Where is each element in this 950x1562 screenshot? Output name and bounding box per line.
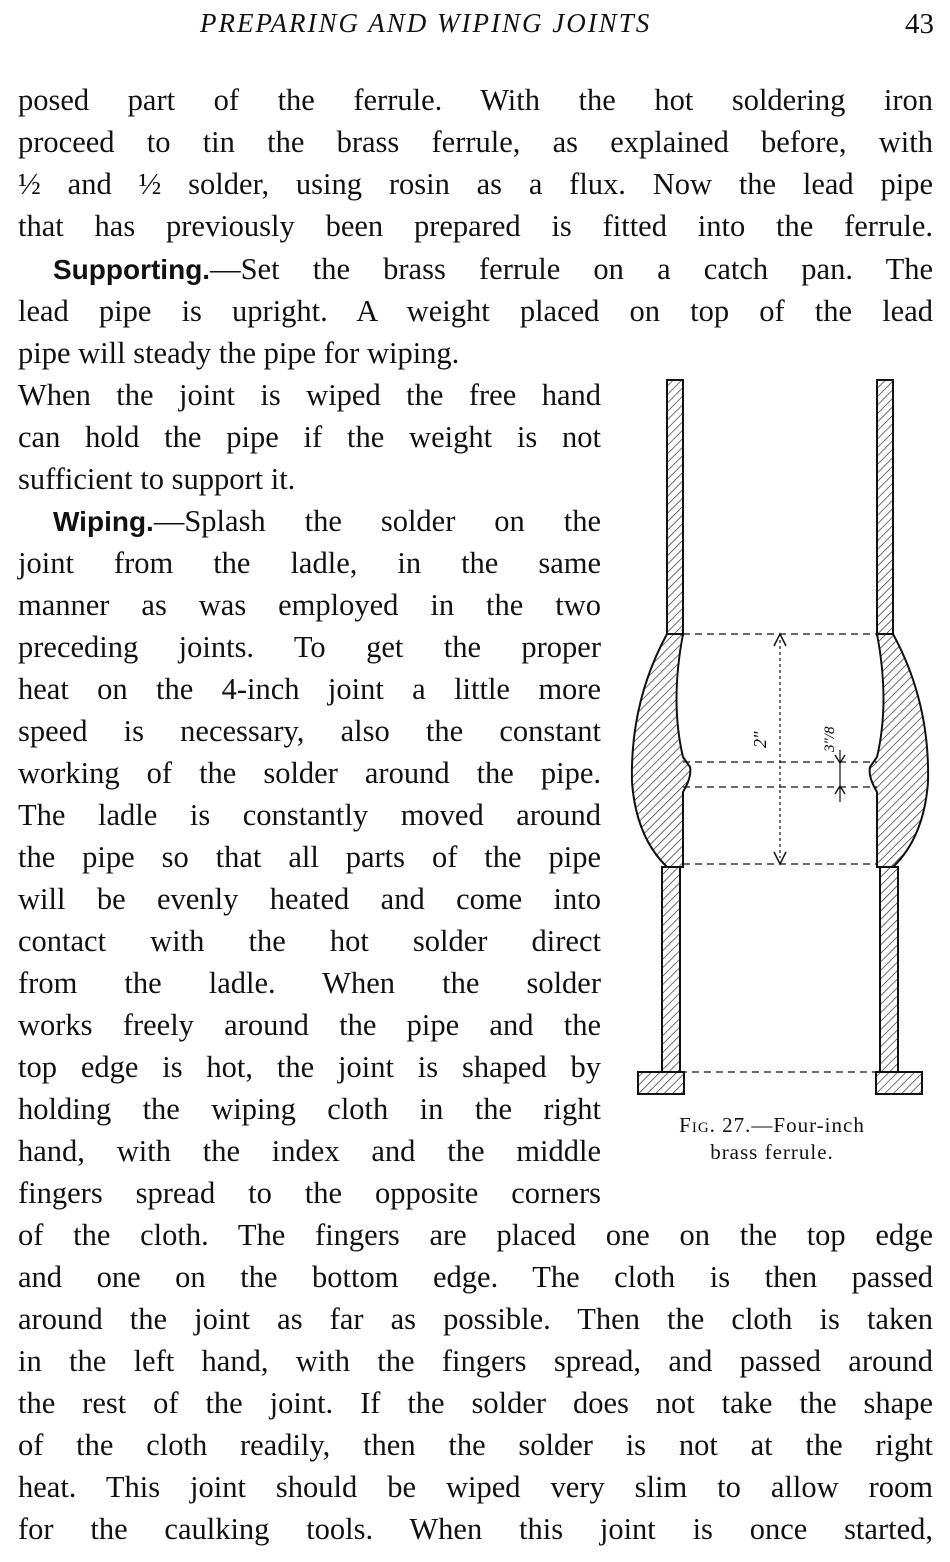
left-ferrule-flange bbox=[638, 1072, 684, 1094]
body-line-2: proceed to tin the brass ferrule, as explained before, with bbox=[18, 125, 933, 159]
figure-caption-label: Fig. 27. bbox=[679, 1113, 752, 1137]
dimension-label-3-8: 3"/8 bbox=[822, 726, 838, 752]
wiping-line: contact with the hot solder direct bbox=[18, 924, 601, 958]
wiping-full-line: heat. This joint should be wiped very slim to allow room bbox=[18, 1470, 933, 1504]
dimension-label-2in: 2" bbox=[750, 731, 770, 748]
wiping-line: speed is necessary, also the constant bbox=[18, 714, 601, 748]
wiping-line: joint from the ladle, in the same bbox=[18, 546, 601, 580]
wiping-line: heat on the 4-inch joint a little more bbox=[18, 672, 601, 706]
wiping-line: top edge is hot, the joint is shaped by bbox=[18, 1050, 601, 1084]
wiping-line: preceding joints. To get the proper bbox=[18, 630, 601, 664]
wiping-line: holding the wiping cloth in the right bbox=[18, 1092, 601, 1126]
left-ferrule-wall bbox=[662, 867, 680, 1072]
wiping-full-line: and one on the bottom edge. The cloth is then passed bbox=[18, 1260, 933, 1294]
wiping-line: The ladle is constantly moved around bbox=[18, 798, 601, 832]
supporting-line-4: When the joint is wiped the free hand bbox=[18, 378, 601, 412]
wiping-line: from the ladle. When the solder bbox=[18, 966, 601, 1000]
left-solder-joint bbox=[632, 634, 690, 867]
figure-caption-text: —Four-inch bbox=[751, 1113, 865, 1137]
body-line-3: ½ and ½ solder, using rosin as a flux. Now the lead pipe bbox=[18, 167, 933, 201]
right-lead-pipe-wall bbox=[877, 380, 893, 635]
supporting-line1-text: —Set the brass ferrule on a catch pan. The bbox=[210, 252, 933, 286]
wiping-line: manner as was employed in the two bbox=[18, 588, 601, 622]
wiping-line: fingers spread to the opposite corners bbox=[18, 1176, 601, 1210]
wiping-first-line bbox=[18, 501, 601, 542]
supporting-line-3: pipe will steady the pipe for wiping. bbox=[18, 336, 460, 370]
wiping-line: works freely around the pipe and the bbox=[18, 1008, 601, 1042]
right-ferrule-wall bbox=[880, 867, 898, 1072]
right-solder-joint bbox=[870, 634, 928, 867]
ferrule-cross-section-figure bbox=[630, 372, 930, 1102]
supporting-line-5: can hold the pipe if the weight is not bbox=[18, 420, 601, 454]
body-line-4: that has previously been prepared is fitted into the ferrule. bbox=[18, 209, 933, 243]
figure-caption bbox=[622, 1112, 922, 1166]
right-ferrule-flange bbox=[876, 1072, 922, 1094]
figure-caption-line2: brass ferrule. bbox=[710, 1140, 834, 1164]
supporting-line-2: lead pipe is upright. A weight placed on top of the lead bbox=[18, 294, 933, 328]
wiping-full-line: of the cloth. The fingers are placed one on the top edge bbox=[18, 1218, 933, 1252]
wiping-line1-text: —Splash the solder on the bbox=[153, 504, 601, 538]
supporting-heading: Supporting. bbox=[53, 254, 211, 285]
body-line-1: posed part of the ferrule. With the hot soldering iron bbox=[18, 83, 933, 117]
wiping-full-line: around the joint as far as possible. Then the cloth is taken bbox=[18, 1302, 933, 1336]
wiping-full-line: in the left hand, with the fingers spread, and passed around bbox=[18, 1344, 933, 1378]
wiping-full-line: the rest of the joint. If the solder does not take the shape bbox=[18, 1386, 933, 1420]
page-number: 43 bbox=[905, 8, 934, 40]
wiping-line: working of the solder around the pipe. bbox=[18, 756, 601, 790]
left-lead-pipe-wall bbox=[667, 380, 683, 635]
wiping-line: the pipe so that all parts of the pipe bbox=[18, 840, 601, 874]
wiping-heading: Wiping. bbox=[53, 506, 154, 537]
running-title: PREPARING AND WIPING JOINTS bbox=[200, 8, 652, 38]
supporting-line-6: sufficient to support it. bbox=[18, 462, 296, 496]
wiping-line: will be evenly heated and come into bbox=[18, 882, 601, 916]
wiping-full-line: for the caulking tools. When this joint is once started, bbox=[18, 1512, 933, 1546]
wiping-full-line: of the cloth readily, then the solder is not at the right bbox=[18, 1428, 933, 1462]
supporting-first-line bbox=[18, 249, 933, 290]
wiping-line: hand, with the index and the middle bbox=[18, 1134, 601, 1168]
